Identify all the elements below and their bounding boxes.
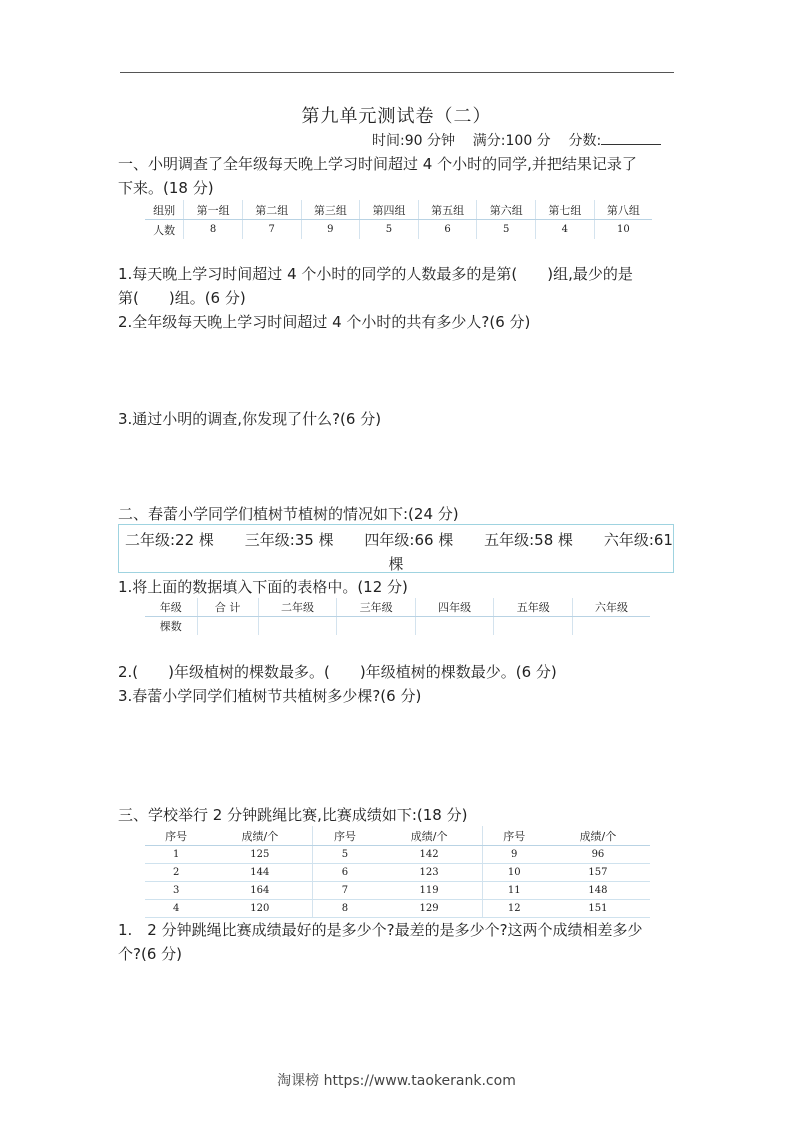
table-row (145, 846, 650, 864)
table-header-cell: 第二组 (242, 200, 301, 220)
answer-cell[interactable] (415, 617, 494, 636)
s3-question1-line2: 个?(6 分) (118, 945, 182, 963)
planting-data-box (118, 524, 674, 573)
footer-watermark: 淘课榜 https://www.taokerank.com (277, 1073, 516, 1089)
table-header-cell: 第六组 (477, 200, 536, 220)
table-cell: 148 (546, 882, 650, 900)
table-row (145, 900, 650, 918)
table-cell: 157 (546, 864, 650, 882)
table-cell: 5 (360, 220, 419, 240)
s1-question3: 3.通过小明的调查,你发现了什么?(6 分) (118, 410, 382, 428)
table-cell: 1 (145, 846, 207, 864)
table-header-cell: 六年级 (573, 598, 650, 617)
s3-question1-line1: 1. 2 分钟跳绳比赛成绩最好的是多少个?最差的是多少个?这两个成绩相差多少 (118, 921, 643, 939)
table-header-cell: 序号 (313, 826, 377, 846)
table-row (145, 220, 652, 240)
table-cell: 125 (207, 846, 312, 864)
score-blank[interactable] (601, 130, 661, 145)
table-cell: 10 (594, 220, 652, 240)
table-header-cell: 合 计 (197, 598, 258, 617)
table-cell: 144 (207, 864, 312, 882)
grade2-count: 二年级:22 棵 (125, 531, 214, 549)
table-cell: 人数 (153, 223, 176, 237)
table-header-row (145, 598, 650, 617)
table-header-cell: 年级 (145, 598, 197, 617)
table-cell: 8 (184, 220, 243, 240)
section1-heading-line1: 一、小明调查了全年级每天晚上学习时间超过 4 个小时的同学,并把结果记录了 (118, 155, 637, 173)
top-rule (120, 72, 674, 73)
table-header-cell: 三年级 (337, 598, 416, 617)
section1-heading-line2: 下来。(18 分) (118, 179, 214, 197)
table-cell: 6 (418, 220, 477, 240)
table-header-cell: 成绩/个 (207, 826, 312, 846)
table-row (145, 882, 650, 900)
table-cell: 3 (145, 882, 207, 900)
table-cell: 9 (482, 846, 546, 864)
rope-skipping-table (145, 826, 650, 918)
table-row (145, 617, 650, 636)
answer-cell[interactable] (573, 617, 650, 636)
grade6-unit-wrap: 棵 (388, 555, 404, 573)
table-header-cell: 五年级 (494, 598, 573, 617)
planting-table (145, 598, 650, 635)
table-header-cell: 组别 (145, 200, 184, 220)
table-cell: 棵数 (159, 620, 182, 633)
table-cell: 120 (207, 900, 312, 918)
exam-meta (372, 130, 661, 150)
table-header-cell: 成绩/个 (546, 826, 650, 846)
table-header-cell: 第五组 (418, 200, 477, 220)
s1-question1-line2: 第( )组。(6 分) (118, 289, 246, 307)
table-header-cell: 四年级 (415, 598, 494, 617)
table-cell: 119 (377, 882, 482, 900)
table-cell: 7 (242, 220, 301, 240)
answer-cell[interactable] (337, 617, 416, 636)
score-label: 分数: (568, 133, 602, 149)
table-cell: 129 (377, 900, 482, 918)
table-header-cell: 第八组 (594, 200, 652, 220)
table-row (145, 864, 650, 882)
table-header-cell: 二年级 (258, 598, 337, 617)
section3-heading: 三、学校举行 2 分钟跳绳比赛,比赛成绩如下:(18 分) (118, 806, 468, 824)
table-header-cell: 第七组 (536, 200, 595, 220)
table-header-cell: 成绩/个 (377, 826, 482, 846)
table-header-cell: 序号 (482, 826, 546, 846)
grade5-count: 五年级:58 棵 (484, 531, 574, 549)
table-cell: 96 (546, 846, 650, 864)
table-header-cell: 序号 (145, 826, 207, 846)
s2-question2: 2.( )年级植树的棵数最多。( )年级植树的棵数最少。(6 分) (118, 663, 557, 681)
full-score: 满分:100 分 (472, 133, 551, 149)
table-cell: 9 (301, 220, 360, 240)
table-header-cell: 第三组 (301, 200, 360, 220)
table-header-row (145, 200, 652, 220)
table-cell: 5 (313, 846, 377, 864)
table-cell: 151 (546, 900, 650, 918)
s1-question2: 2.全年级每天晚上学习时间超过 4 个小时的共有多少人?(6 分) (118, 313, 531, 331)
table-cell: 7 (313, 882, 377, 900)
answer-cell[interactable] (494, 617, 573, 636)
section2-heading: 二、春蕾小学同学们植树节植树的情况如下:(24 分) (118, 505, 459, 523)
table-cell: 4 (536, 220, 595, 240)
table-cell: 164 (207, 882, 312, 900)
s1-question1-line1: 1.每天晚上学习时间超过 4 个小时的同学的人数最多的是第( )组,最少的是 (118, 265, 633, 283)
table-cell: 6 (313, 864, 377, 882)
table-cell: 5 (477, 220, 536, 240)
table-cell: 12 (482, 900, 546, 918)
page-title: 第九单元测试卷（二） (301, 106, 492, 127)
table-cell: 8 (313, 900, 377, 918)
grade4-count: 四年级:66 棵 (364, 531, 454, 549)
s2-question3: 3.春蕾小学同学们植树节共植树多少棵?(6 分) (118, 687, 422, 705)
time-limit: 时间:90 分钟 (372, 133, 455, 149)
table-header-cell: 第一组 (184, 200, 243, 220)
grade6-count: 六年级:61 (603, 531, 673, 549)
answer-cell[interactable] (197, 617, 258, 636)
table-cell: 123 (377, 864, 482, 882)
study-time-table (145, 200, 652, 239)
table-cell: 142 (377, 846, 482, 864)
table-cell: 4 (145, 900, 207, 918)
table-cell: 2 (145, 864, 207, 882)
table-header-row (145, 826, 650, 846)
table-cell: 11 (482, 882, 546, 900)
table-cell: 10 (482, 864, 546, 882)
answer-cell[interactable] (258, 617, 337, 636)
grade3-count: 三年级:35 棵 (244, 531, 334, 549)
table-header-cell: 第四组 (360, 200, 419, 220)
s2-question1: 1.将上面的数据填入下面的表格中。(12 分) (118, 578, 408, 596)
